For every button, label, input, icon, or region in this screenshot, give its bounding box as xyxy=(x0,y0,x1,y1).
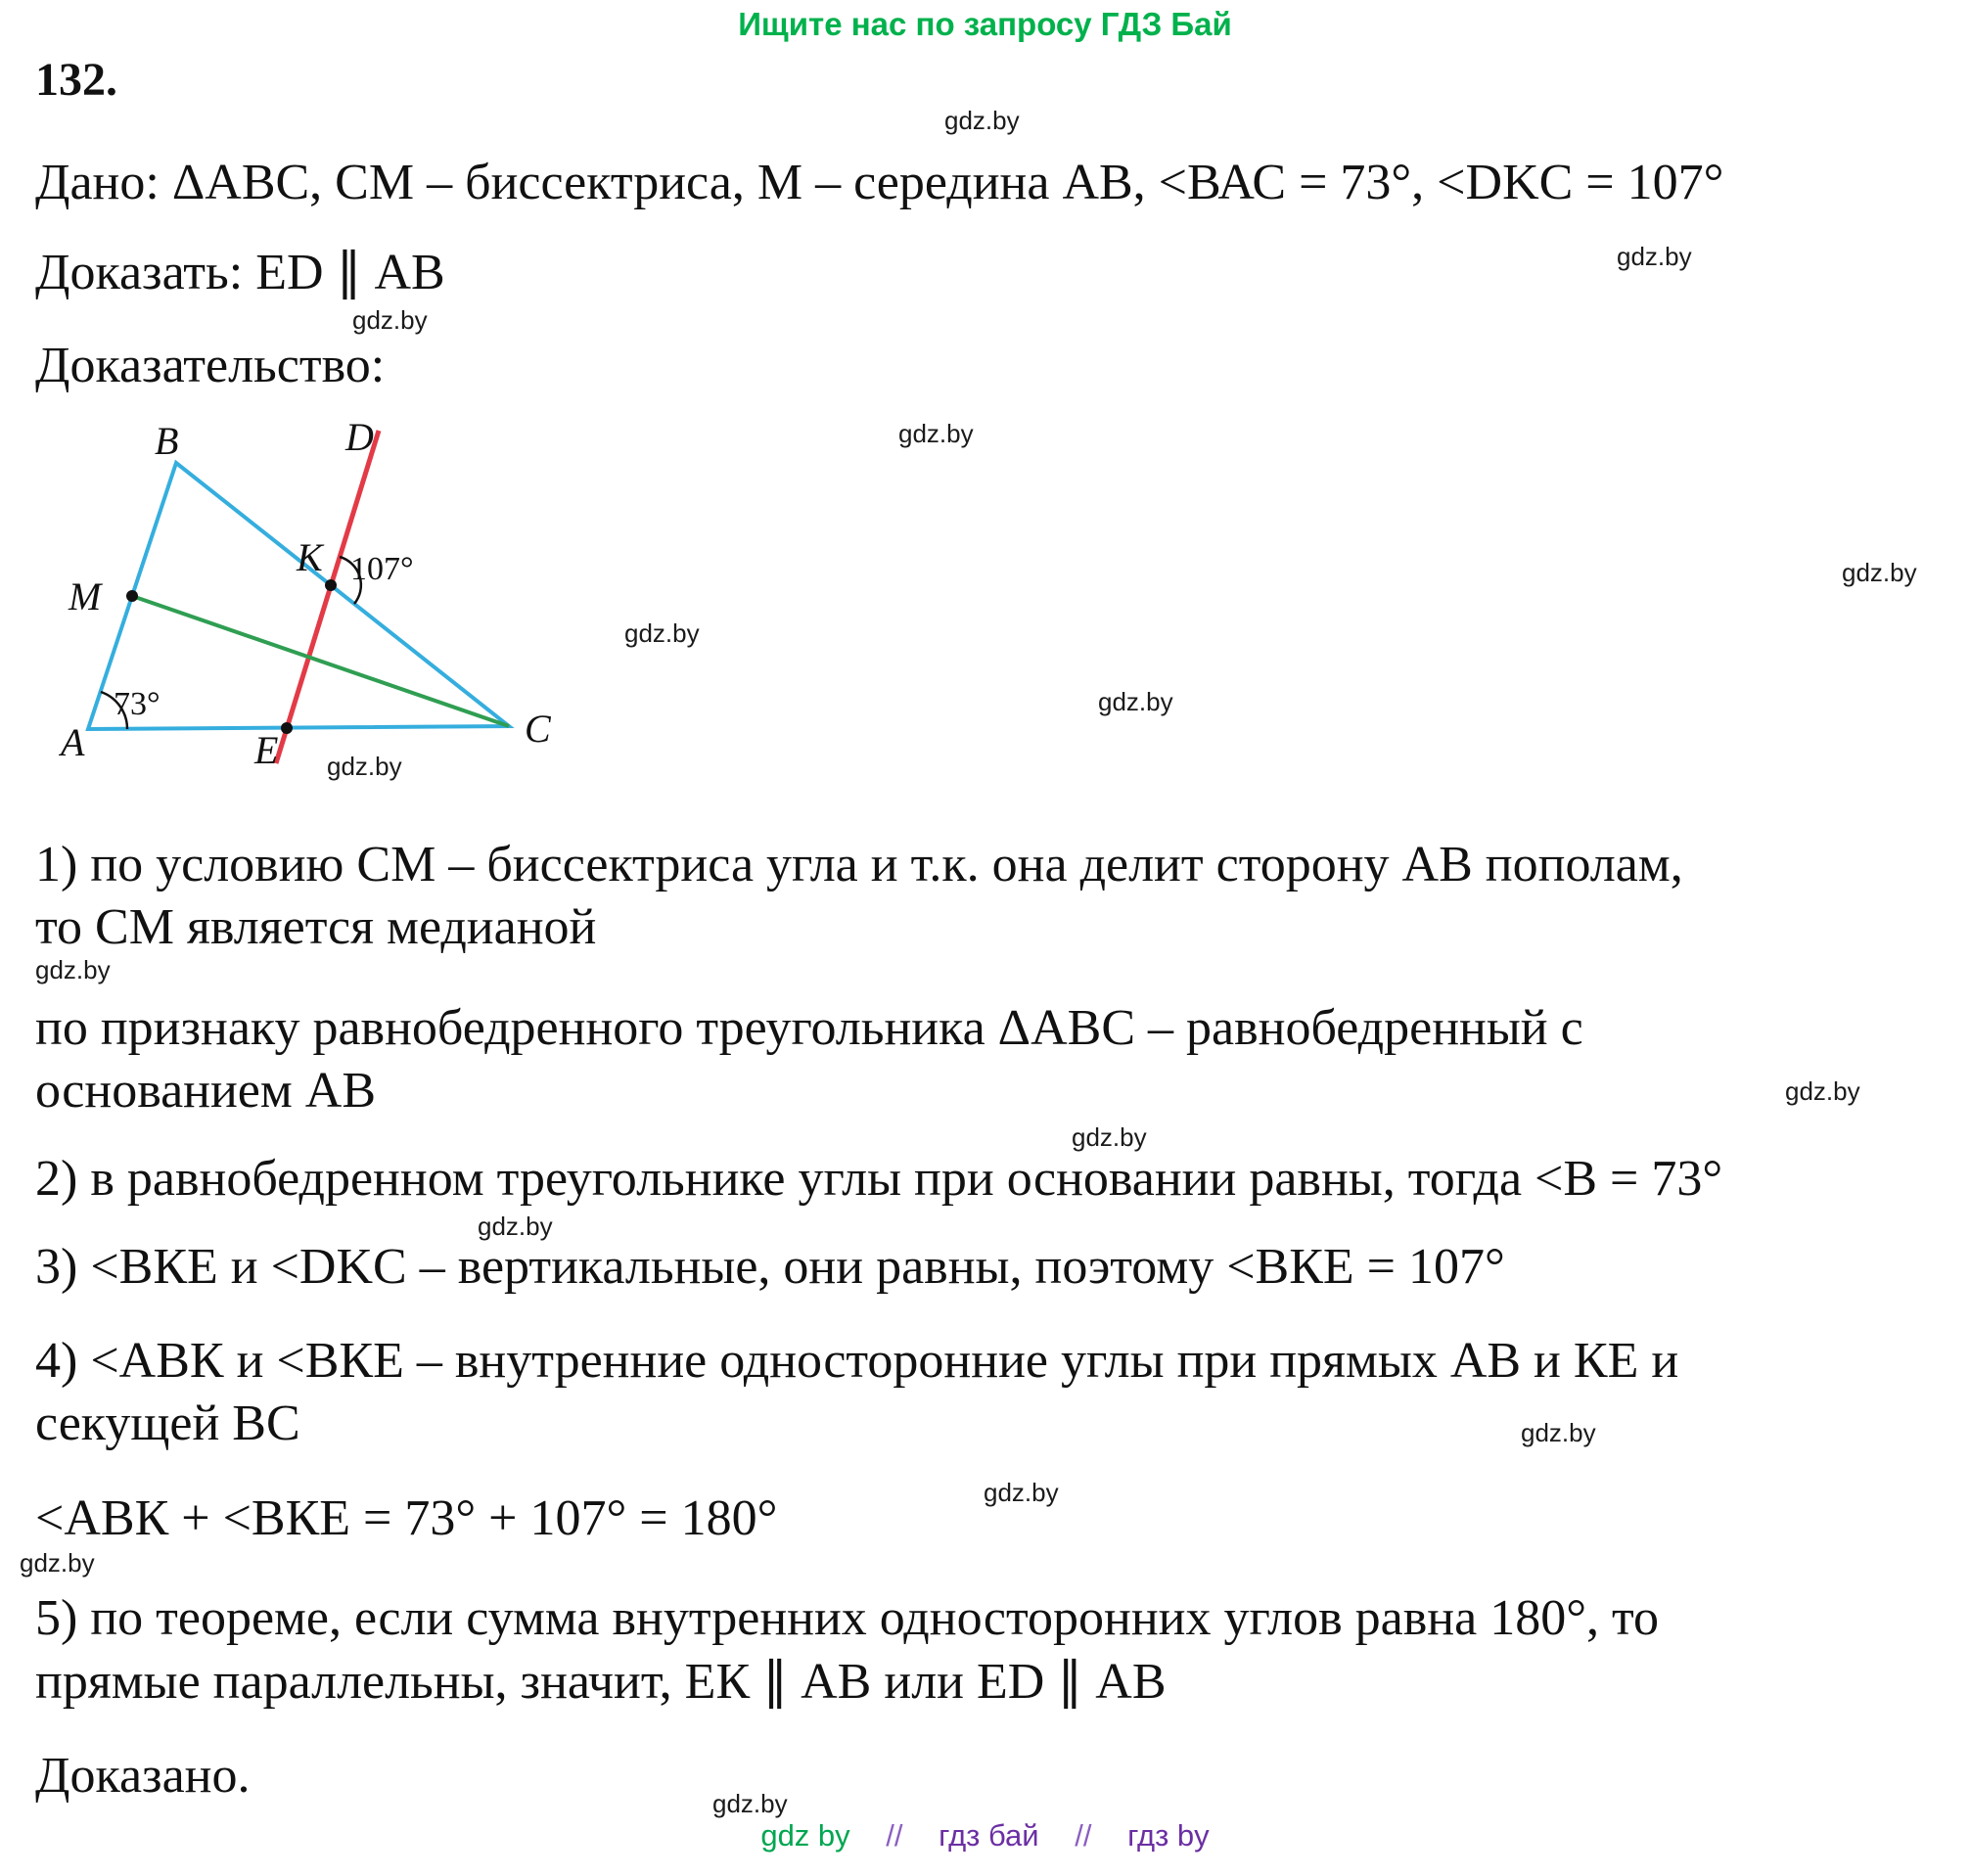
watermark: gdz.by xyxy=(984,1478,1059,1507)
watermark: gdz.by xyxy=(1842,558,1917,587)
transversal-line-dke xyxy=(276,431,379,763)
watermark: gdz.by xyxy=(1617,242,1692,271)
proof-line: основанием АВ xyxy=(35,1063,377,1119)
watermark: gdz.by xyxy=(478,1212,553,1241)
footer-gdz-bai-cyrillic: гдз бай xyxy=(939,1818,1039,1853)
watermark: gdz.by xyxy=(1098,687,1173,716)
point-e-dot xyxy=(281,722,293,734)
point-label-e: E xyxy=(254,728,279,772)
angle-label-107: 107° xyxy=(350,551,414,587)
point-m-dot xyxy=(126,590,138,602)
proof-line: <АВК + <ВКЕ = 73° + 107° = 180° xyxy=(35,1490,778,1546)
point-label-m: M xyxy=(69,574,102,618)
proof-line: прямые параллельны, значит, ЕК ∥ АВ или ED ∥ АВ xyxy=(35,1654,1167,1710)
watermark: gdz.by xyxy=(20,1548,95,1578)
point-label-a: A xyxy=(61,720,85,764)
proof-line: то СМ является медианой xyxy=(35,899,597,955)
point-k-dot xyxy=(325,579,337,591)
watermark: gdz.by xyxy=(327,752,402,781)
watermark: gdz.by xyxy=(898,419,974,448)
angle-label-73: 73° xyxy=(114,686,160,722)
prove-statement: Доказать: ED ∥ АВ xyxy=(35,245,445,300)
geometry-figure xyxy=(59,411,607,802)
watermark: gdz.by xyxy=(712,1789,788,1818)
proof-line: 4) <АВК и <ВКЕ – внутренние односторонние углы при прямых АВ и КЕ и xyxy=(35,1333,1679,1389)
proof-line: секущей ВС xyxy=(35,1396,300,1451)
point-label-d: D xyxy=(345,415,374,459)
given-statement: Дано: ΔАВС, СМ – биссектриса, М – середина АВ, <ВАС = 73°, <DKC = 107° xyxy=(35,155,1724,210)
footer-separator: // xyxy=(1075,1818,1092,1853)
footer-brand xyxy=(0,1818,1970,1853)
proof-line: Доказано. xyxy=(35,1748,251,1804)
footer-gdz-by-cyrillic: гдз by xyxy=(1127,1818,1210,1853)
watermark: gdz.by xyxy=(1072,1122,1147,1152)
point-label-c: C xyxy=(525,707,551,751)
proof-line: 2) в равнобедренном треугольнике углы при основании равны, тогда <В = 73° xyxy=(35,1151,1723,1207)
footer-separator: // xyxy=(886,1818,903,1853)
proof-line: 1) по условию СМ – биссектриса угла и т.к. она делит сторону АВ пополам, xyxy=(35,837,1683,892)
watermark: gdz.by xyxy=(1785,1076,1860,1106)
footer-gdz-by-latin: gdz by xyxy=(760,1818,850,1853)
watermark: gdz.by xyxy=(35,955,111,984)
proof-line: 3) <ВКЕ и <DKC – вертикальные, они равны, поэтому <ВКЕ = 107° xyxy=(35,1239,1505,1295)
watermark: gdz.by xyxy=(352,305,428,335)
watermark: gdz.by xyxy=(624,618,700,648)
watermark: gdz.by xyxy=(1521,1418,1596,1447)
proof-line: по признаку равнобедренного треугольника ΔАВС – равнобедренный с xyxy=(35,1000,1583,1056)
proof-line: 5) по теореме, если сумма внутренних односторонних углов равна 180°, то xyxy=(35,1590,1660,1646)
point-label-b: B xyxy=(155,419,179,463)
watermark: gdz.by xyxy=(944,106,1020,135)
header-promo: Ищите нас по запросу ГДЗ Бай xyxy=(738,6,1232,42)
proof-heading: Доказательство: xyxy=(35,338,386,393)
problem-number: 132. xyxy=(35,54,117,106)
point-label-k: K xyxy=(297,535,323,579)
